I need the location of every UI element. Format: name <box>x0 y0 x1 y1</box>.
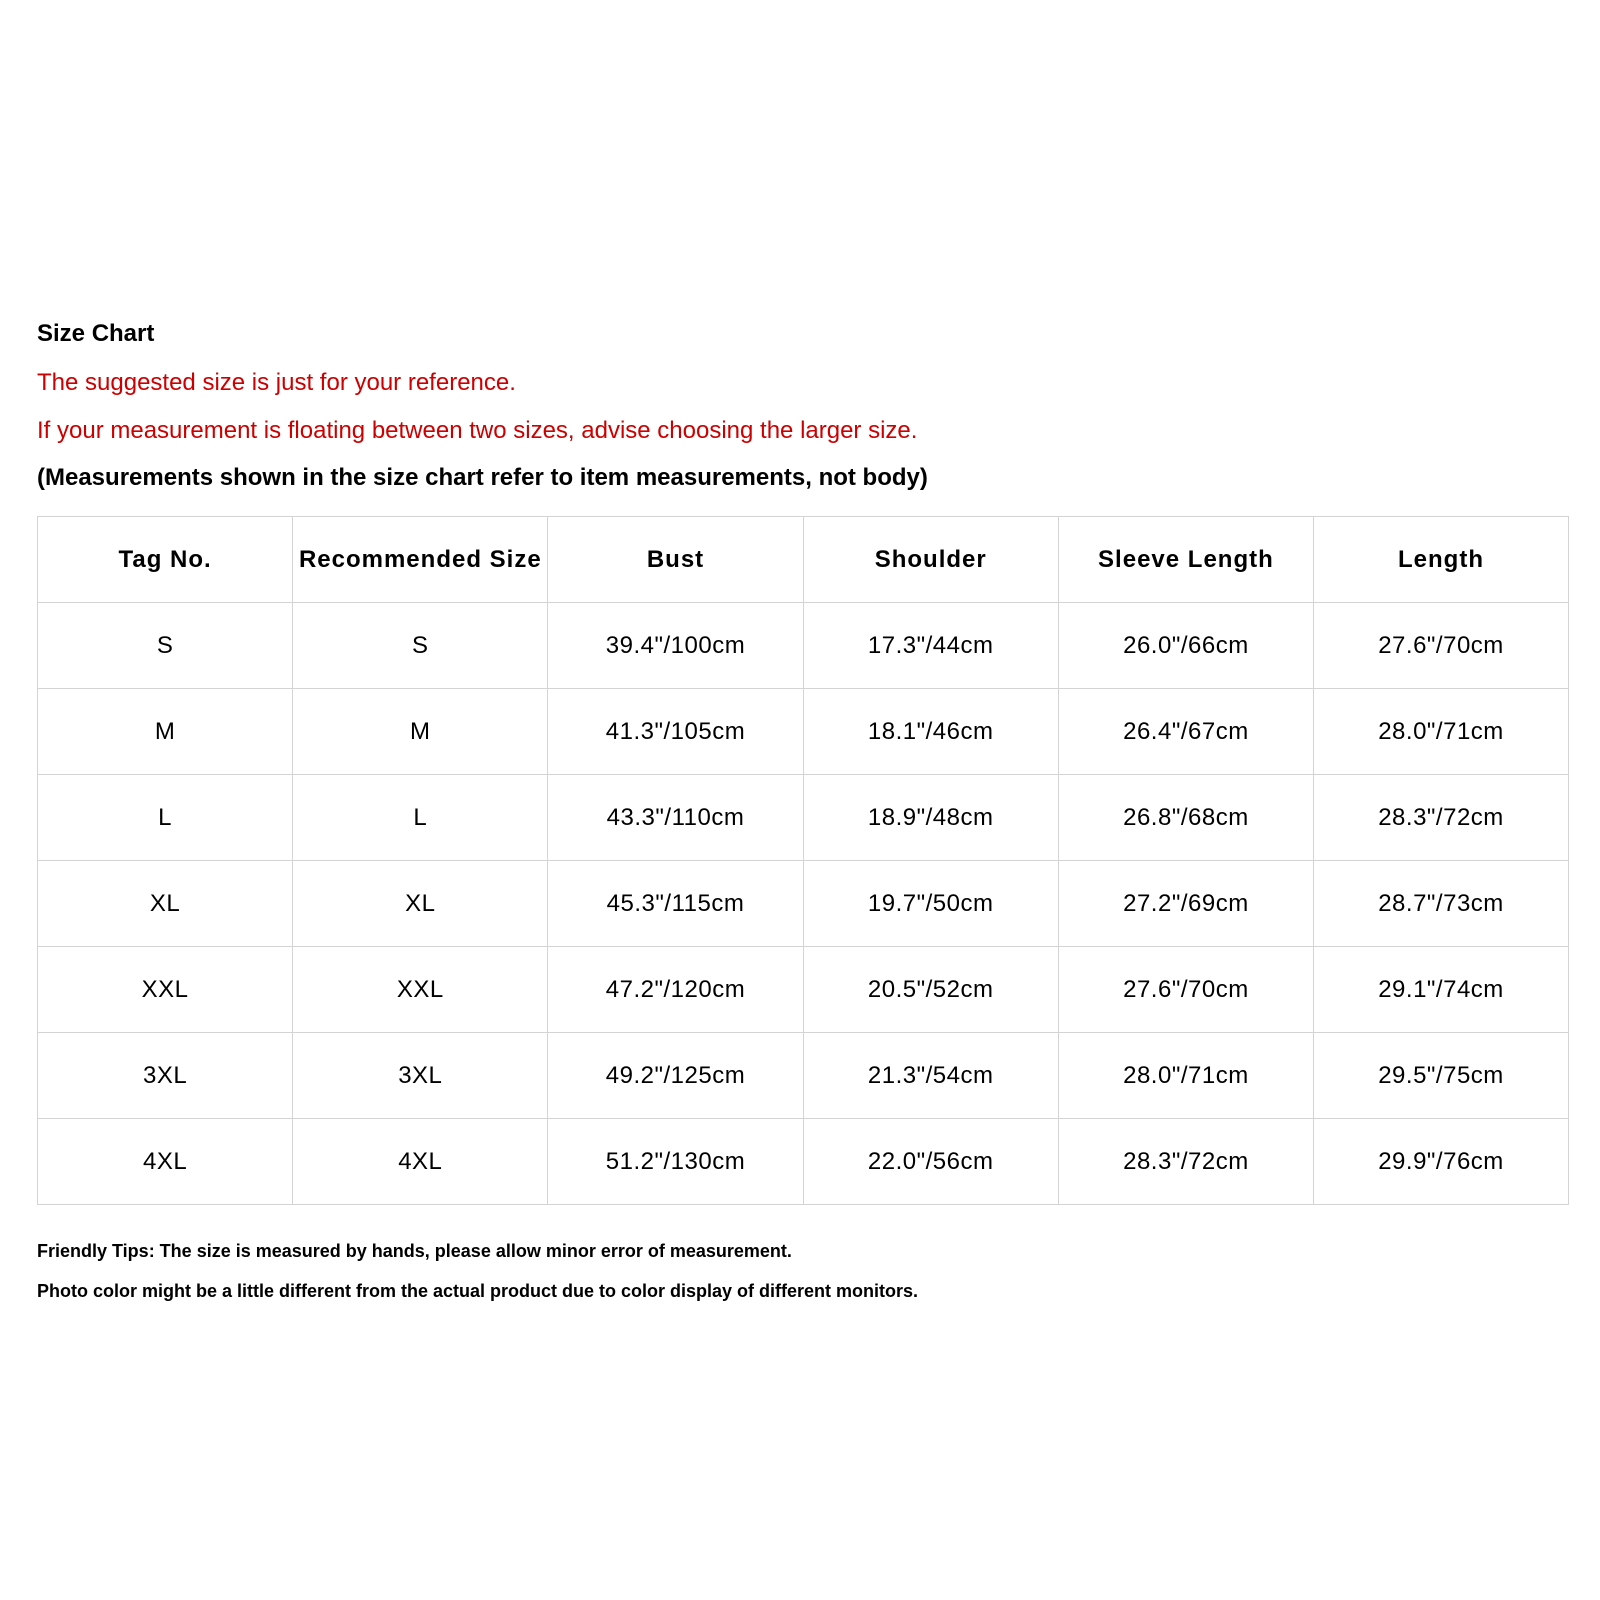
friendly-tips: Friendly Tips: The size is measured by hands, please allow minor error of measurement. <box>37 1241 792 1261</box>
cell-tag-no: XL <box>38 861 293 947</box>
table-row <box>38 1033 1569 1119</box>
cell-recommended-size: XL <box>293 861 548 947</box>
cell-bust: 51.2"/130cm <box>548 1119 803 1205</box>
cell-shoulder: 21.3"/54cm <box>803 1033 1058 1119</box>
cell-recommended-size: 4XL <box>293 1119 548 1205</box>
cell-tag-no: XXL <box>38 947 293 1033</box>
cell-recommended-size: S <box>293 603 548 689</box>
cell-bust: 45.3"/115cm <box>548 861 803 947</box>
cell-bust: 49.2"/125cm <box>548 1033 803 1119</box>
size-chart-table-wrapper <box>37 516 1569 1205</box>
cell-shoulder: 18.9"/48cm <box>803 775 1058 861</box>
cell-recommended-size: M <box>293 689 548 775</box>
cell-length: 29.5"/75cm <box>1314 1033 1569 1119</box>
cell-sleeve-length: 27.6"/70cm <box>1058 947 1313 1033</box>
cell-bust: 47.2"/120cm <box>548 947 803 1033</box>
header-shoulder: Shoulder <box>803 517 1058 603</box>
cell-tag-no: L <box>38 775 293 861</box>
cell-shoulder: 17.3"/44cm <box>803 603 1058 689</box>
cell-tag-no: S <box>38 603 293 689</box>
measurement-note: (Measurements shown in the size chart refer to item measurements, not body) <box>37 464 928 491</box>
table-row <box>38 689 1569 775</box>
cell-shoulder: 19.7"/50cm <box>803 861 1058 947</box>
cell-sleeve-length: 27.2"/69cm <box>1058 861 1313 947</box>
cell-length: 28.3"/72cm <box>1314 775 1569 861</box>
cell-tag-no: 3XL <box>38 1033 293 1119</box>
cell-bust: 39.4"/100cm <box>548 603 803 689</box>
reference-note: The suggested size is just for your reference. <box>37 369 516 396</box>
cell-sleeve-length: 26.4"/67cm <box>1058 689 1313 775</box>
table-row <box>38 1119 1569 1205</box>
cell-shoulder: 20.5"/52cm <box>803 947 1058 1033</box>
photo-color-note: Photo color might be a little different from the actual product due to color display of different monitors. <box>37 1281 919 1301</box>
cell-bust: 41.3"/105cm <box>548 689 803 775</box>
page-title: Size Chart <box>37 320 155 347</box>
table-row <box>38 775 1569 861</box>
size-chart-table <box>37 516 1569 1205</box>
cell-length: 29.9"/76cm <box>1314 1119 1569 1205</box>
cell-shoulder: 18.1"/46cm <box>803 689 1058 775</box>
cell-sleeve-length: 26.0"/66cm <box>1058 603 1313 689</box>
cell-length: 28.7"/73cm <box>1314 861 1569 947</box>
table-row <box>38 603 1569 689</box>
cell-recommended-size: XXL <box>293 947 548 1033</box>
cell-recommended-size: 3XL <box>293 1033 548 1119</box>
size-advice-note: If your measurement is floating between two sizes, advise choosing the larger size. <box>37 417 918 444</box>
cell-sleeve-length: 28.0"/71cm <box>1058 1033 1313 1119</box>
cell-sleeve-length: 28.3"/72cm <box>1058 1119 1313 1205</box>
header-recommended-size: Recommended Size <box>293 517 548 603</box>
table-row <box>38 947 1569 1033</box>
cell-length: 29.1"/74cm <box>1314 947 1569 1033</box>
cell-length: 28.0"/71cm <box>1314 689 1569 775</box>
table-row <box>38 861 1569 947</box>
cell-sleeve-length: 26.8"/68cm <box>1058 775 1313 861</box>
cell-recommended-size: L <box>293 775 548 861</box>
cell-tag-no: M <box>38 689 293 775</box>
header-length: Length <box>1314 517 1569 603</box>
header-sleeve-length: Sleeve Length <box>1058 517 1313 603</box>
header-bust: Bust <box>548 517 803 603</box>
header-tag-no: Tag No. <box>38 517 293 603</box>
cell-bust: 43.3"/110cm <box>548 775 803 861</box>
cell-tag-no: 4XL <box>38 1119 293 1205</box>
table-header-row <box>38 517 1569 603</box>
cell-shoulder: 22.0"/56cm <box>803 1119 1058 1205</box>
cell-length: 27.6"/70cm <box>1314 603 1569 689</box>
